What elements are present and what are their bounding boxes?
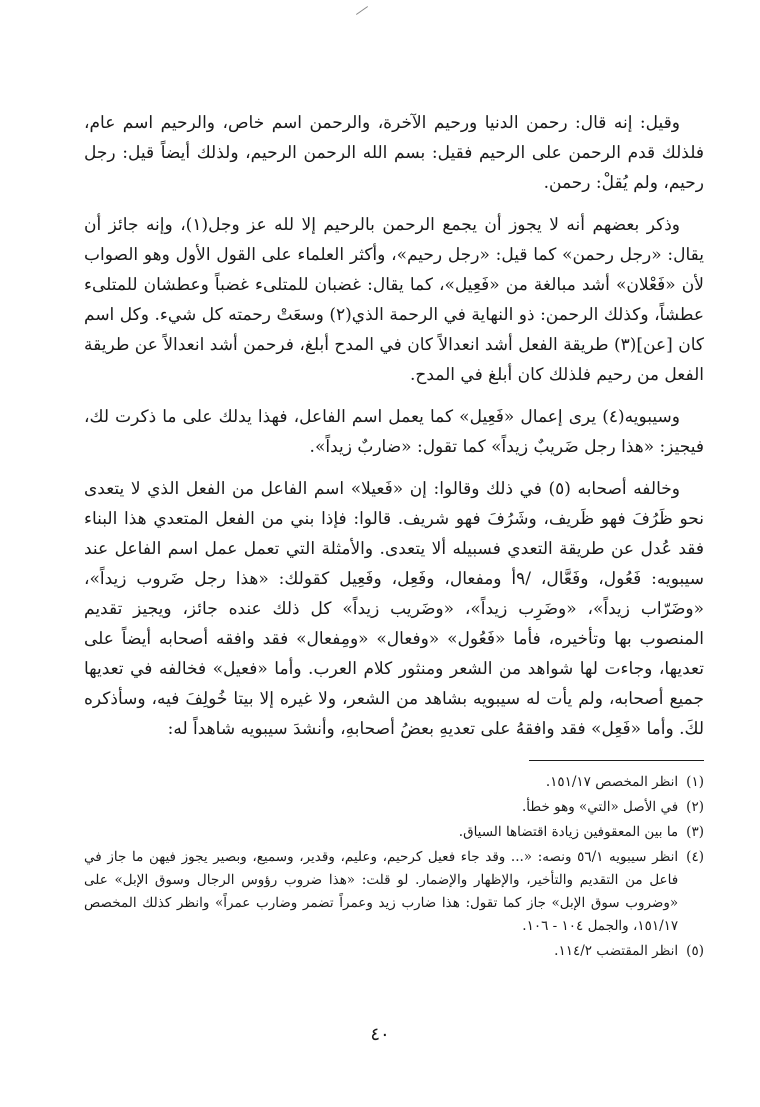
footnote-text: في الأصل «التي» وهو خطأ. <box>522 799 679 815</box>
footnotes <box>84 771 704 963</box>
footnote-4 <box>84 846 704 938</box>
page-number: ٤٠ <box>370 1024 390 1045</box>
footnote-number: (٢) <box>686 799 704 815</box>
paragraph-2: وذكر بعضهم أنه لا يجوز أن يجمع الرحمن بالرحيم إلا لله عز وجل(١)، وإنه جائز أن يقال: «رجل رحمن» كما قيل: «رجل رحيم»، وأكثر العلماء على القول الأول وهو الصواب لأن «فَعْلان» أشد مبالغة من «فَعِيل»، كما يقال: غضبان للمتلىء غضباً وعطشان للمتلىء عطشاً، وكذلك الرحمن: ذو النهاية في الرحمة الذي(٢) وسعَتْ رحمته كل شيء. وكل اسم كان [عن](٣) طريقة الفعل أشد انعدالاً كان في المدح أبلغ، فرحمن أشد انعدالاً عن طريقة الفعل من رحيم فلذلك كان أبلغ في المدح. <box>84 215 704 385</box>
paragraph-4: وخالفه أصحابه (٥) في ذلك وقالوا: إن «فَعيلا» اسم الفاعل من الفعل الذي لا يتعدى نحو ظَرُفَ فهو ظَريف، وشَرُفَ فهو شريف. قالوا: فإذا بني من الفعل المتعدي هذا البناء فقد عُدل عن طريقة التعدي فسبيله ألا يتعدى. والأمثلة التي تعمل عمل اسم الفاعل عند سيبويه: فَعُول، وفَعَّال، /٩أ ومفعال، وفَعِل، وفَعِيل كقولك: «هذا رجل ضَروب زيداً»، «وضَرّاب زيداً»، «وضَرِب زيداً»، «وضَريب زيداً» كل ذلك عنده جائز، ويجيز تقديم المنصوب بها وتأخيره، فأما «فَعُول» «وفعال» «ومِفعال» فقد وافقه أصحابه أيضاً على تعديها، وجاءت لها شواهد من الشعر ومنثور كلام العرب. وأما «فعيل» فخالفه في تعديها جميع أصحابه، ولم يأت له سيبويه بشاهد من الشعر، ولا غيره إلا بيتا خُولِفَ فيه، وسأذكره لكَ. وأما «فَعِل» فقد وافقهُ على تعديهِ بعضُ أصحابهِ، وأنشدَ سيبويه شاهداً له: <box>84 479 704 739</box>
footnote-text: انظر المقتضب ١١٤/٢. <box>554 943 679 959</box>
page-body <box>84 108 704 965</box>
footnote-5 <box>84 940 704 963</box>
footnote-text: انظر المخصص ١٥١/١٧. <box>545 774 679 790</box>
footnote-2 <box>84 796 704 819</box>
footnote-number: (٣) <box>686 824 704 840</box>
footnote-number: (١) <box>686 774 704 790</box>
footnote-text: انظر سيبويه ٥٦/١ ونصه: «... وقد جاء فعيل كرحيم، وعليم، وقدير، وسميع، وبصير يجوز فيهن ما جاز في فاعل من التقديم والتأخير، والإظهار والإضمار. لو قلت: «هذا ضروب رؤوس الرجال وسوق الإبل» على «وضروب سوق الإبل» جاز كما تقول: هذا ضارب زيد وعمراً تضمر وضارب عمراً» وانظر كذلك المخصص ١٥١/١٧، والجمل ١٠٤ - ١٠٦. <box>84 849 679 934</box>
scan-mark <box>356 6 368 15</box>
footnote-number: (٤) <box>686 849 704 865</box>
footnote-number: (٥) <box>686 943 704 959</box>
footnote-3 <box>84 821 704 844</box>
paragraph-1: وقيل: إنه قال: رحمن الدنيا ورحيم الآخرة، والرحمن اسم خاص، والرحيم اسم عام، فلذلك قدم الرحمن على الرحيم فقيل: بسم الله الرحمن الرحيم، ولذلك أيضاً قيل: رجل رحيم، ولم يُقلْ: رحمن. <box>84 113 704 193</box>
footnote-1 <box>84 771 704 794</box>
paragraph-3: وسيبويه(٤) يرى إعمال «فَعِيل» كما يعمل اسم الفاعل، فهذا يدلك على ما ذكرت لك، فيجيز: «هذا رجل ضَريبٌ زيداً» كما تقول: «ضاربٌ زيداً». <box>84 407 704 457</box>
footnote-divider <box>529 760 704 761</box>
footnote-text: ما بين المعقوفين زيادة اقتضاها السياق. <box>458 824 679 840</box>
